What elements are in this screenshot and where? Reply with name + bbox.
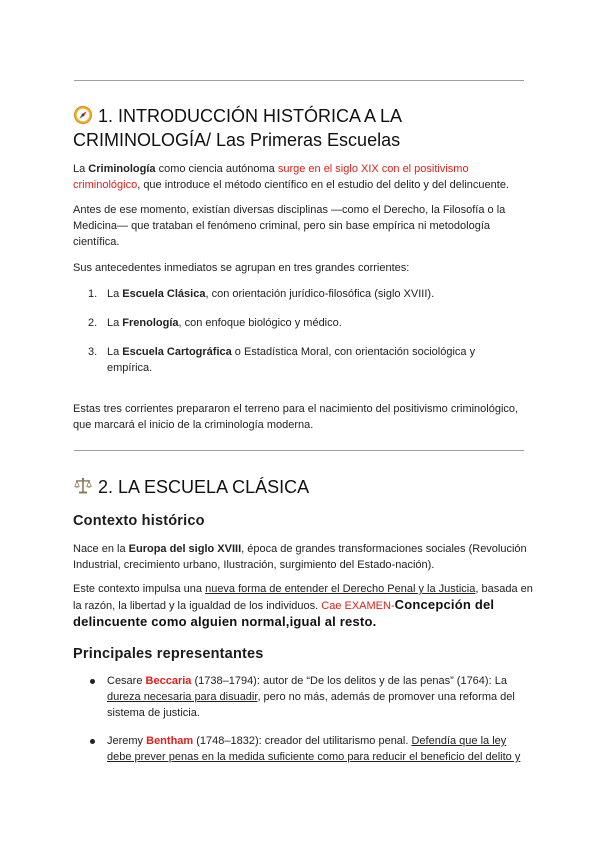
text: , pero no más, además de promover una reforma del sistema de justicia. xyxy=(107,691,515,719)
term-bold: Escuela Clásica xyxy=(122,288,206,300)
text: , época de grandes transformaciones sociales (Revolución Industrial, crecimiento urbano, Ilustración, surgimiento del Estado-nación). xyxy=(73,543,527,571)
text: , que introduce el método científico en el estudio del delito y del delincuente. xyxy=(137,179,510,191)
paragraph-nace xyxy=(73,541,533,573)
list-item-text xyxy=(107,733,527,765)
text: La xyxy=(107,317,123,329)
term-bold: Frenología xyxy=(122,317,179,329)
section-1-title-bold: CRIMINOLOGÍA/ xyxy=(73,130,212,150)
subheading-representantes: Principales representantes xyxy=(73,646,264,662)
text: (1738–1794): autor de “De los delitos y de las penas” (1764): La xyxy=(191,675,507,687)
text: (1748–1832): creador del utilitarismo penal. xyxy=(193,735,412,747)
text: Nace en la xyxy=(73,543,129,555)
paragraph-conclusion: Estas tres corrientes prepararon el terreno para el nacimiento del positivismo criminológico, que marcará el inicio de la criminología moderna. xyxy=(73,403,519,431)
bullet-icon xyxy=(90,739,95,744)
list-item-text xyxy=(107,344,507,376)
section-2-heading xyxy=(73,475,309,499)
horizontal-rule xyxy=(74,450,524,451)
emphasis-concepcion: Concepción del delincuente como alguien normal,igual al resto. xyxy=(73,597,495,629)
term-bold: Escuela Cartográfica xyxy=(122,346,232,358)
list-number: 1. xyxy=(88,288,98,300)
underlined-text: Defendía que la ley debe prever penas en la medida suficiente como para reducir el beneficio del delito y xyxy=(107,735,521,763)
list-item-text xyxy=(107,286,507,302)
text: Este contexto impulsa una xyxy=(73,583,206,595)
name-bentham: Bentham xyxy=(146,735,194,747)
section-2-title: 2. LA ESCUELA CLÁSICA xyxy=(98,477,310,497)
term-criminologia: Criminología xyxy=(88,163,156,175)
compass-icon xyxy=(73,105,93,125)
subheading-contexto: Contexto histórico xyxy=(73,513,205,529)
exam-note: Cae EXAMEN- xyxy=(321,600,395,612)
text: como ciencia autónoma xyxy=(155,163,278,175)
list-number: 3. xyxy=(88,346,98,358)
underlined-text: dureza necesaria para disuadir xyxy=(107,691,258,703)
text: , basada en la razón, la libertad y la igualdad de los individuos. xyxy=(73,583,533,612)
text: La xyxy=(73,163,89,175)
text: , con orientación jurídico-filosófica (siglo XVIII). xyxy=(205,288,435,300)
name-beccaria: Beccaria xyxy=(145,675,192,687)
list-item-text xyxy=(107,315,507,331)
underlined-text: nueva forma de entender el Derecho Penal y la Justicia xyxy=(205,583,476,595)
paragraph-contexto xyxy=(73,581,533,631)
paragraph-intro xyxy=(73,161,533,193)
section-1-heading xyxy=(73,104,402,128)
text: Cesare xyxy=(107,675,146,687)
horizontal-rule xyxy=(74,80,524,81)
paragraph-antes: Antes de ese momento, existían diversas disciplinas —como el Derecho, la Filosofía o la Medicina— que trataban el fenómeno criminal, pero sin base empírica ni metodología científica. xyxy=(73,204,506,248)
scales-icon xyxy=(73,476,93,496)
paragraph-antecedentes: Sus antecedentes inmediatos se agrupan en tres grandes corrientes: xyxy=(73,262,410,274)
text: La xyxy=(107,288,123,300)
section-1-heading-line2 xyxy=(73,128,400,152)
list-number: 2. xyxy=(88,317,98,329)
text: Jeremy xyxy=(107,735,147,747)
text: La xyxy=(107,346,123,358)
text: o Estadística Moral, con orientación sociológica y empírica. xyxy=(107,346,476,374)
section-1-title-rest: Las Primeras Escuelas xyxy=(211,130,401,150)
list-item-text xyxy=(107,673,527,721)
section-1-title-line1: 1. INTRODUCCIÓN HISTÓRICA A LA xyxy=(98,106,403,126)
term-europa: Europa del siglo XVIII xyxy=(128,543,242,555)
bullet-icon xyxy=(90,679,95,684)
text: , con enfoque biológico y médico. xyxy=(178,317,342,329)
highlight-red-text: surge en el siglo XIX con el positivismo criminológico xyxy=(73,163,469,191)
